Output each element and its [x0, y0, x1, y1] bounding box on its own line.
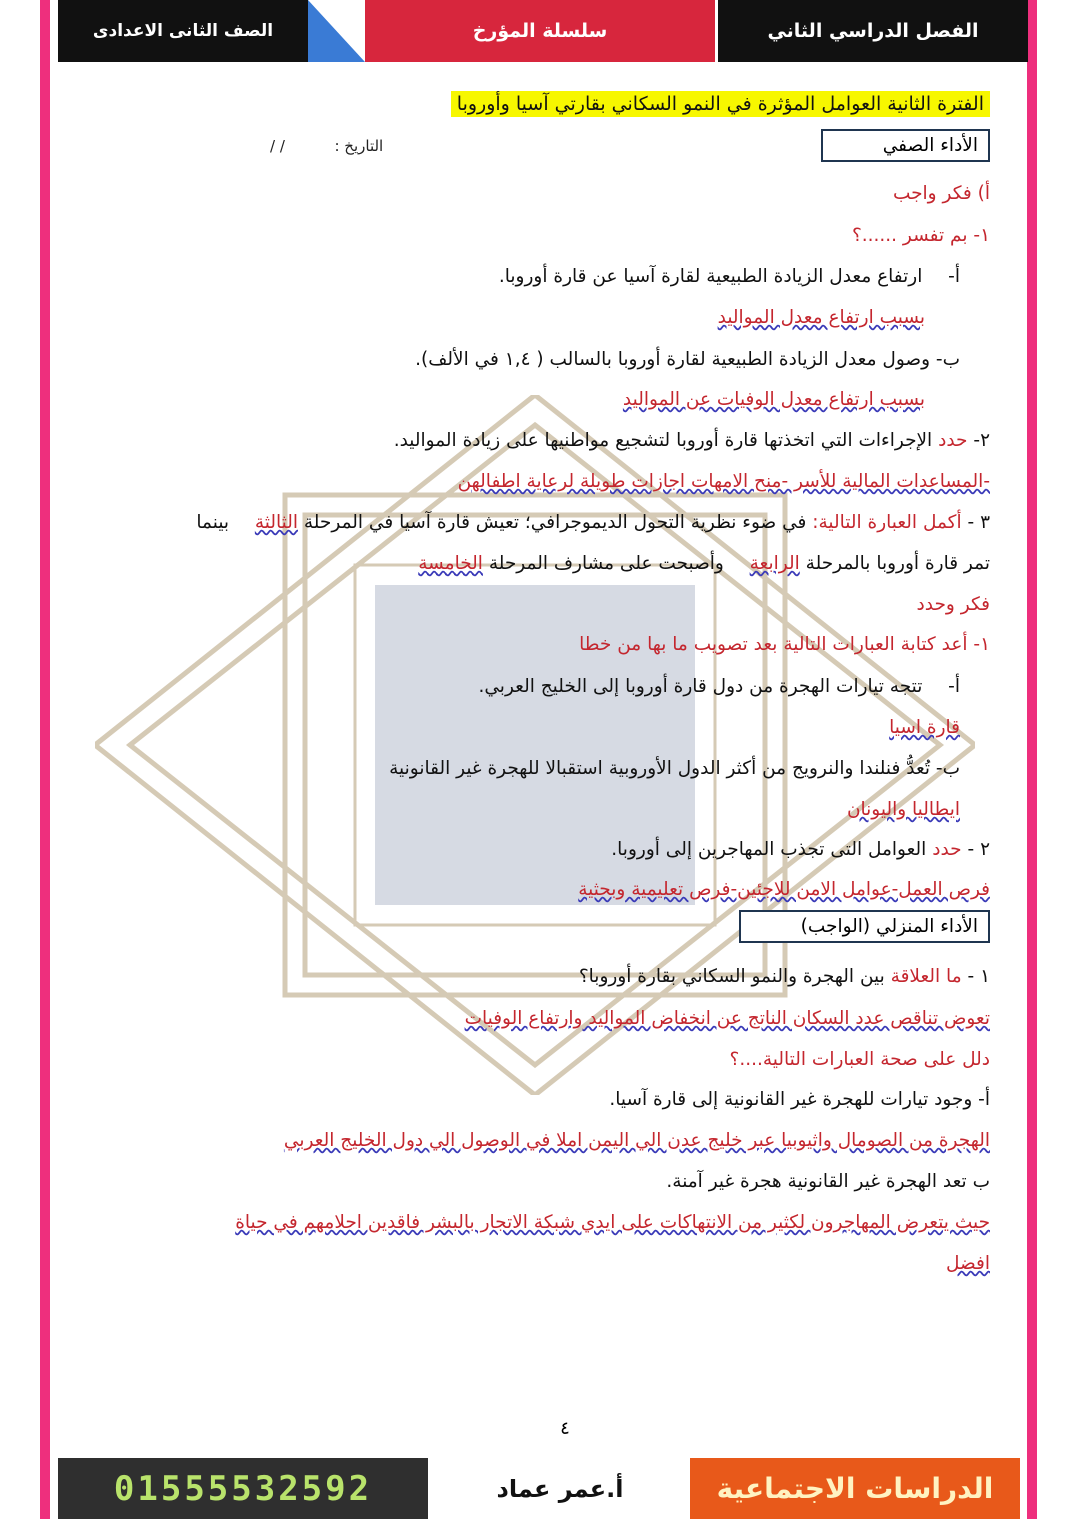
- b2-line: [611, 836, 990, 864]
- b1-title: ١- أعد كتابة العبارات التالية بعد تصويب ما بها من خطا: [579, 634, 990, 655]
- q1a-prefix: أ-: [948, 266, 960, 287]
- q1b-text: ب- وصول معدل الزيادة الطبيعية لقارة أوروبا بالسالب ( ١,٤ في الألف).: [415, 349, 960, 370]
- q3-blank-3: الخامسة: [418, 553, 483, 574]
- h1-line: [579, 963, 990, 991]
- q3-text-4: وأصبحت على مشارف المرحلة: [488, 553, 724, 574]
- page-frame-left: [40, 0, 50, 1519]
- subject-label: الدراسات الاجتماعية: [690, 1458, 1020, 1519]
- series-title: سلسلة المؤرخ: [365, 0, 715, 62]
- b2-label: حدد: [932, 839, 962, 860]
- q2-answer: -المساعدات المالية للأسر -منح الامهات اجازات طويلة لرعاية اطفالهن: [457, 471, 990, 492]
- q3-text-2: بينما: [196, 512, 230, 533]
- h2a-text: أ- وجود تيارات للهجرة غير القانونية إلى قارة آسيا.: [609, 1089, 990, 1110]
- b2-text: العوامل التى تجذب المهاجرين إلى أوروبا.: [611, 839, 927, 860]
- b2-number: ٢ -: [967, 839, 990, 860]
- grade-label: الصف الثانى الاعدادى: [58, 0, 308, 62]
- header-accent-blue: [308, 0, 365, 62]
- h2-title: دلل على صحة العبارات التالية....؟: [729, 1049, 990, 1070]
- h2a-answer: الهجرة من الصومال واثيوبيا عبر خليج عدن الي اليمن املا في الوصول الي دول الخليج العربي: [283, 1130, 990, 1151]
- q2-line: [394, 427, 990, 455]
- lesson-title-text: الفترة الثانية العوامل المؤثرة في النمو السكاني بقارتي آسيا وأوروبا: [451, 91, 990, 117]
- q3-text-3: تمر قارة أوروبا بالمرحلة: [805, 553, 990, 574]
- b1a-answer: قارة اسيا: [889, 717, 960, 738]
- b1a-line: [479, 673, 961, 701]
- q1a-text: ارتفاع معدل الزيادة الطبيعية لقارة آسيا عن قارة أوروبا.: [498, 266, 923, 287]
- term-label: الفصل الدراسي الثاني: [718, 0, 1028, 62]
- h2b-answer-line2: افضل: [945, 1253, 990, 1274]
- date-slashes: / /: [270, 137, 285, 155]
- q3-line2: [418, 550, 990, 578]
- q3-line1: [72, 509, 990, 537]
- q1-title: ١- بم تفسر ......؟: [851, 225, 990, 246]
- q2-label: حدد: [938, 430, 968, 451]
- q1b-answer: بسبب ارتفاع معدل الوفيات عن المواليد: [622, 389, 925, 410]
- h2b-answer-line1: حيث يتعرض المهاجرون لكثير من الانتهاكات على ايدي شبكة الاتجار بالبشر فاقدين احلامهم في حياة: [235, 1212, 990, 1233]
- section-a-heading: أ) فكر واجب: [892, 183, 990, 204]
- h1-text: بين الهجرة والنمو السكاني بقارة أوروبا؟: [578, 966, 885, 987]
- h1-number: ١ -: [967, 966, 990, 987]
- lesson-title: [451, 90, 990, 119]
- b1a-text: تتجه تيارات الهجرة من دول قارة أوروبا إلى الخليج العربي.: [478, 676, 923, 697]
- b1b-text: ب- تُعدُّ فنلندا والنرويج من أكثر الدول الأوروبية استقبالا للهجرة غير القانونية: [389, 758, 960, 779]
- q3-label: أكمل العبارة التالية:: [812, 512, 962, 533]
- b1b-answer: ايطاليا واليونان: [846, 799, 960, 820]
- q3-text-1: في ضوء نظرية التحول الديموجرافي؛ تعيش قارة آسيا في المرحلة: [303, 512, 807, 533]
- b2-answer: فرص العمل-عوامل الامن للاجئين-فرص تعليمية وبحثية: [578, 879, 990, 900]
- h1-answer: تعوض تناقص عدد السكان الناتج عن انخفاض المواليد وارتفاع الوفيات: [464, 1008, 990, 1029]
- section-b-heading: فكر وحدد: [916, 594, 990, 615]
- page-header: [0, 0, 1079, 62]
- page-footer: [0, 1450, 1079, 1519]
- q3-number: ٣ -: [967, 512, 990, 533]
- date-field: [270, 137, 383, 155]
- b1a-prefix: أ-: [948, 676, 960, 697]
- q3-blank-1: الثالثة: [254, 512, 298, 533]
- page-frame-right: [1027, 0, 1037, 1519]
- q1a-answer: بسبب ارتفاع معدل المواليد: [717, 307, 925, 328]
- q2-number: ٢-: [973, 430, 990, 451]
- date-label: التاريخ :: [334, 137, 384, 155]
- teacher-name: أ.عمر عماد: [430, 1458, 690, 1519]
- h2b-text: ب تعد الهجرة غير القانونية هجرة غير آمنة.: [666, 1171, 990, 1192]
- q1a-line: [499, 263, 960, 291]
- q2-text: الإجراءات التي اتخذتها قارة أوروبا لتشجيع مواطنيها على زيادة المواليد.: [393, 430, 933, 451]
- phone-number: 01555532592: [58, 1458, 428, 1519]
- class-performance-box: الأداء الصفي: [821, 129, 990, 162]
- home-performance-box: الأداء المنزلي (الواجب): [739, 910, 990, 943]
- page-number: ٤: [560, 1418, 570, 1439]
- h1-label: ما العلاقة: [890, 966, 962, 987]
- q3-blank-2: الرابعة: [749, 553, 800, 574]
